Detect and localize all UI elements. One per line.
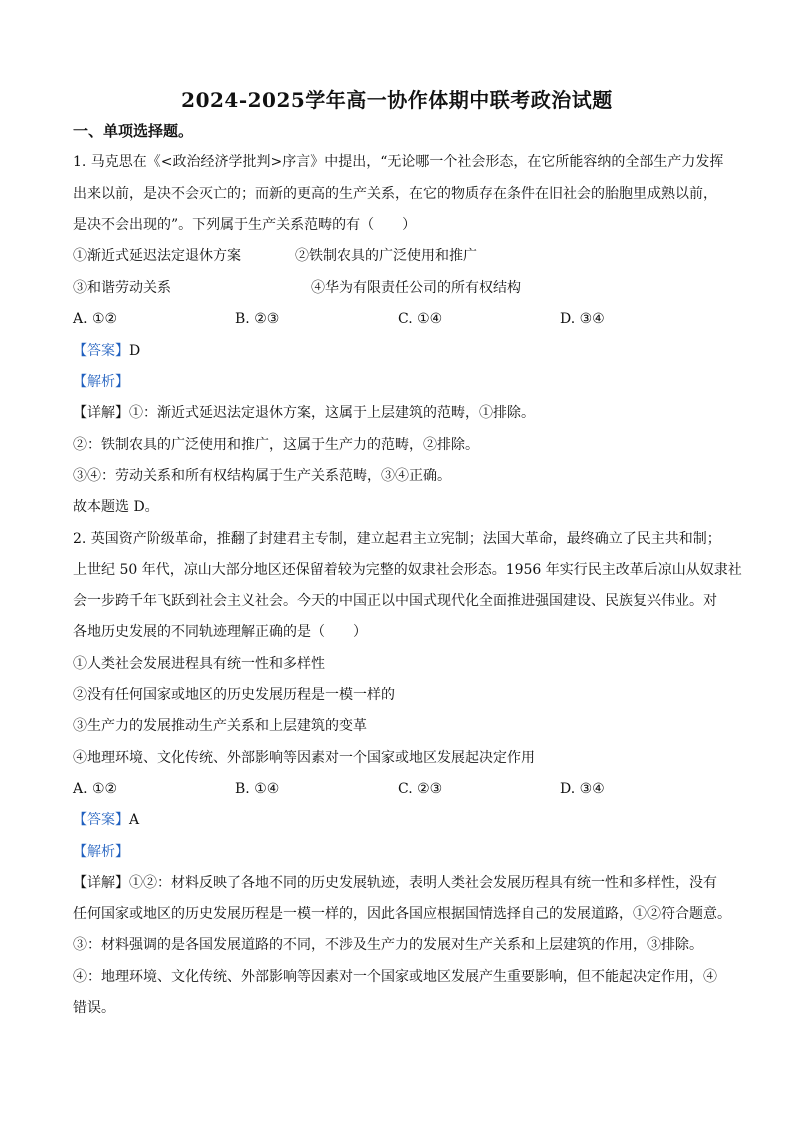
q1-item-4: ④华为有限责任公司的所有权结构 xyxy=(311,280,521,296)
q2-detail-line-2: 任何国家或地区的历史发展历程是一模一样的，因此各国应根据国情选择自己的发展道路，①②符合题意。 xyxy=(73,906,731,922)
q2-choice-a: A. ①② xyxy=(73,781,118,797)
q1-detail-line-3: ③④：劳动关系和所有权结构属于生产关系范畴，③④正确。 xyxy=(73,468,451,484)
section-heading: 一、单项选择题。 xyxy=(73,122,194,140)
q1-stem-line-2: 出来以前，是决不会灭亡的；而新的更高的生产关系，在它的物质存在条件在旧社会的胎胞里成熟以前， xyxy=(73,186,717,202)
q2-detail-line-4: ④：地理环境、文化传统、外部影响等因素对一个国家或地区发展产生重要影响，但不能起决定作用，④ xyxy=(73,969,717,985)
q2-item-3: ③生产力的发展推动生产关系和上层建筑的变革 xyxy=(73,718,367,734)
q1-item-3: ③和谐劳动关系 xyxy=(73,280,171,296)
q1-item-2: ②铁制农具的广泛使用和推广 xyxy=(295,248,477,264)
q1-analysis-tag: 【解析】 xyxy=(73,374,129,390)
q1-stem-line-1: 1. 马克思在《<政治经济学批判>序言》中提出，“无论哪一个社会形态，在它所能容纳的全部生产力发挥 xyxy=(73,154,724,170)
q2-item-2: ②没有任何国家或地区的历史发展历程是一模一样的 xyxy=(73,687,395,703)
q1-stem-line-3: 是决不会出现的”。下列属于生产关系范畴的有（ ） xyxy=(73,217,417,233)
q2-stem-line-3: 会一步跨千年飞跃到社会主义社会。今天的中国正以中国式现代化全面推进强国建设、民族复兴伟业。对 xyxy=(73,593,717,609)
q1-choice-c: C. ①④ xyxy=(398,311,443,327)
q2-stem-line-4: 各地历史发展的不同轨迹理解正确的是（ ） xyxy=(73,624,367,640)
q2-answer xyxy=(73,810,734,830)
q1-detail-line-2: ②：铁制农具的广泛使用和推广，这属于生产力的范畴，②排除。 xyxy=(73,437,479,453)
q2-choice-d: D. ③④ xyxy=(560,781,605,797)
detail-text: ①：渐近式延迟法定退休方案，这属于上层建筑的范畴，①排除。 xyxy=(129,405,535,421)
q2-detail-line-3: ③：材料强调的是各国发展道路的不同，不涉及生产力的发展对生产关系和上层建筑的作用，③排除。 xyxy=(73,937,703,953)
detail-tag: 【详解】 xyxy=(73,405,129,421)
answer-tag: 【答案】 xyxy=(73,343,129,359)
q1-item-1: ①渐近式延迟法定退休方案 xyxy=(73,248,241,264)
q2-item-4: ④地理环境、文化传统、外部影响等因素对一个国家或地区发展起决定作用 xyxy=(73,750,535,766)
q2-detail-line-5: 错误。 xyxy=(73,1000,115,1016)
q2-choice-c: C. ②③ xyxy=(398,781,443,797)
q2-item-1: ①人类社会发展进程具有统一性和多样性 xyxy=(73,656,325,672)
q2-stem-line-1: 2. 英国资产阶级革命，推翻了封建君主专制，建立起君主立宪制；法国大革命，最终确立了民主共和制； xyxy=(73,531,721,547)
q1-conclusion: 故本题选 D。 xyxy=(73,499,159,515)
q1-answer xyxy=(73,341,734,361)
q2-analysis-tag: 【解析】 xyxy=(73,844,129,860)
q1-choice-d: D. ③④ xyxy=(560,311,605,327)
q2-detail-line-1 xyxy=(73,873,734,893)
q2-stem-line-2: 上世纪 50 年代，凉山大部分地区还保留着较为完整的奴隶社会形态。1956 年实行民主改革后凉山从奴隶社 xyxy=(73,562,742,578)
q1-choice-b: B. ②③ xyxy=(235,311,280,327)
detail-text: ①②：材料反映了各地不同的历史发展轨迹，表明人类社会发展历程具有统一性和多样性，没有 xyxy=(129,875,717,891)
q2-choice-b: B. ①④ xyxy=(235,781,280,797)
q1-detail-line-1 xyxy=(73,403,734,423)
answer-value: A xyxy=(129,812,140,828)
q1-choice-a: A. ①② xyxy=(73,311,118,327)
answer-tag: 【答案】 xyxy=(73,812,129,828)
detail-tag: 【详解】 xyxy=(73,875,129,891)
answer-value: D xyxy=(129,343,141,359)
page-title: 2024-2025学年高一协作体期中联考政治试题 xyxy=(181,88,613,112)
